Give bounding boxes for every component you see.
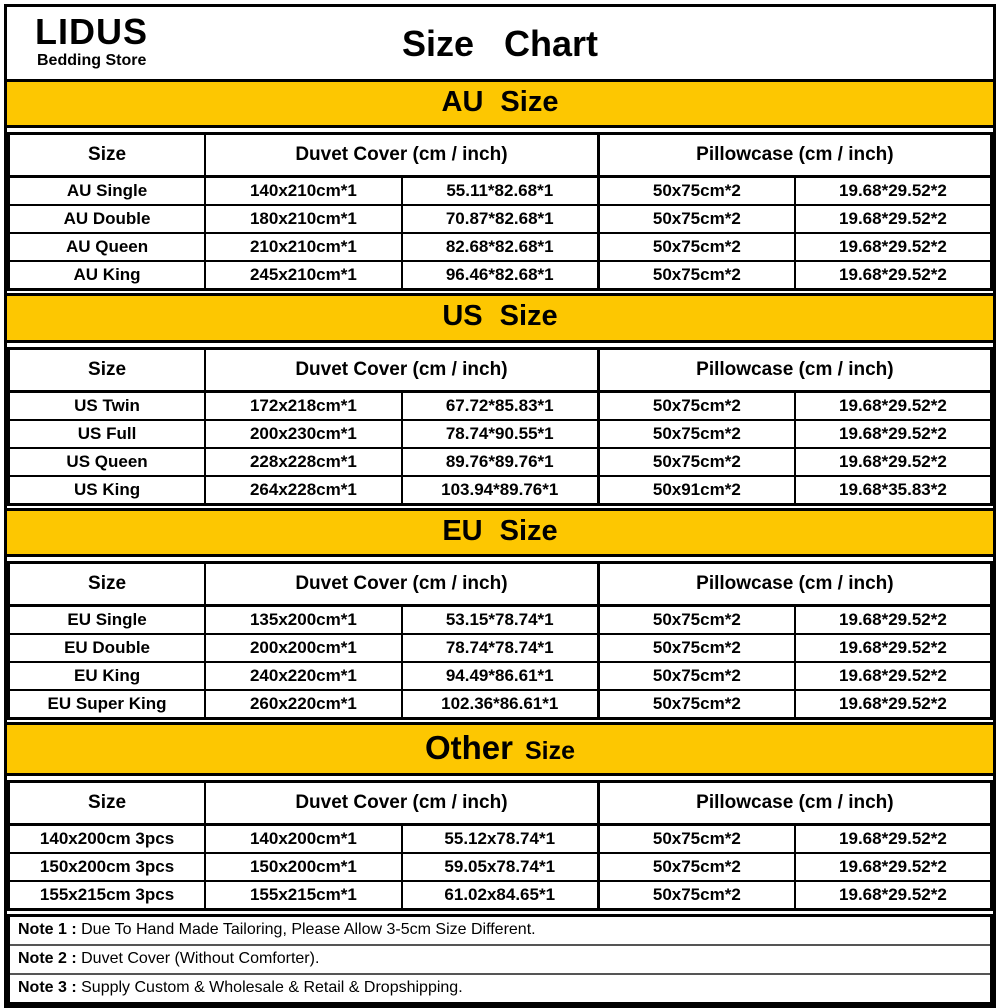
cell-pillow-cm: 50x75cm*2: [598, 881, 795, 910]
note-label: Note 3 :: [18, 978, 77, 996]
cell-pillow-inch: 19.68*29.52*2: [795, 634, 992, 662]
cell-pillow-inch: 19.68*29.52*2: [795, 662, 992, 690]
cell-duvet-cm: 150x200cm*1: [205, 853, 402, 881]
col-header-pillowcase: Pillowcase (cm / inch): [598, 134, 991, 177]
cell-pillow-inch: 19.68*29.52*2: [795, 420, 992, 448]
col-header-size: Size: [9, 563, 206, 606]
cell-pillow-cm: 50x75cm*2: [598, 448, 795, 476]
cell-duvet-inch: 78.74*78.74*1: [402, 634, 599, 662]
cell-size: 155x215cm 3pcs: [9, 881, 206, 910]
banner-sub-label: Size: [499, 514, 558, 547]
cell-pillow-inch: 19.68*29.52*2: [795, 205, 992, 233]
cell-duvet-inch: 55.12x78.74*1: [402, 824, 599, 853]
section-other: [7, 722, 993, 911]
cell-duvet-inch: 89.76*89.76*1: [402, 448, 599, 476]
cell-duvet-inch: 103.94*89.76*1: [402, 476, 599, 505]
banner-sub-label: Size: [524, 737, 576, 766]
table-row: [9, 448, 992, 476]
section-banner-au: [7, 79, 993, 128]
cell-duvet-cm: 264x228cm*1: [205, 476, 402, 505]
cell-size: US Queen: [9, 448, 206, 476]
cell-size: 140x200cm 3pcs: [9, 824, 206, 853]
note-row-1: [10, 917, 990, 944]
cell-pillow-cm: 50x75cm*2: [598, 634, 795, 662]
cell-pillow-cm: 50x75cm*2: [598, 205, 795, 233]
table-row: [9, 662, 992, 690]
size-table-au: [7, 132, 993, 291]
col-header-duvet: Duvet Cover (cm / inch): [205, 348, 598, 391]
cell-size: AU Double: [9, 205, 206, 233]
note-text: Due To Hand Made Tailoring, Please Allow 3-5cm Size Different.: [81, 920, 536, 938]
store-logo-name: LIDUS: [35, 11, 148, 52]
section-banner-other: [7, 722, 993, 776]
cell-pillow-inch: 19.68*29.52*2: [795, 177, 992, 206]
cell-duvet-cm: 140x210cm*1: [205, 177, 402, 206]
cell-duvet-cm: 210x210cm*1: [205, 233, 402, 261]
cell-pillow-inch: 19.68*29.52*2: [795, 606, 992, 635]
table-header-row: [9, 348, 992, 391]
cell-duvet-cm: 180x210cm*1: [205, 205, 402, 233]
col-header-size: Size: [9, 134, 206, 177]
cell-duvet-inch: 94.49*86.61*1: [402, 662, 599, 690]
size-table-eu: [7, 561, 993, 720]
table-header-row: [9, 563, 992, 606]
cell-pillow-inch: 19.68*35.83*2: [795, 476, 992, 505]
section-us: [7, 293, 993, 505]
cell-duvet-cm: 135x200cm*1: [205, 606, 402, 635]
cell-pillow-inch: 19.68*29.52*2: [795, 261, 992, 290]
table-row: [9, 233, 992, 261]
cell-size: EU Super King: [9, 690, 206, 719]
cell-pillow-inch: 19.68*29.52*2: [795, 391, 992, 420]
table-header-row: [9, 781, 992, 824]
table-row: [9, 690, 992, 719]
cell-duvet-cm: 200x230cm*1: [205, 420, 402, 448]
table-row: [9, 853, 992, 881]
notes-block: [7, 914, 993, 1005]
cell-duvet-inch: 67.72*85.83*1: [402, 391, 599, 420]
size-table-us: [7, 347, 993, 506]
cell-pillow-cm: 50x75cm*2: [598, 606, 795, 635]
banner-main-label: EU: [442, 514, 483, 547]
table-row: [9, 606, 992, 635]
cell-size: US Full: [9, 420, 206, 448]
col-header-pillowcase: Pillowcase (cm / inch): [598, 348, 991, 391]
cell-duvet-cm: 245x210cm*1: [205, 261, 402, 290]
cell-size: AU King: [9, 261, 206, 290]
cell-duvet-cm: 155x215cm*1: [205, 881, 402, 910]
cell-pillow-cm: 50x75cm*2: [598, 391, 795, 420]
table-row: [9, 177, 992, 206]
col-header-pillowcase: Pillowcase (cm / inch): [598, 781, 991, 824]
size-table-other: [7, 780, 993, 911]
cell-duvet-cm: 240x220cm*1: [205, 662, 402, 690]
cell-duvet-cm: 140x200cm*1: [205, 824, 402, 853]
note-text: Supply Custom & Wholesale & Retail & Dropshipping.: [81, 978, 463, 996]
cell-duvet-cm: 260x220cm*1: [205, 690, 402, 719]
cell-size: AU Queen: [9, 233, 206, 261]
header: [7, 7, 993, 79]
banner-sub-label: Size: [500, 86, 559, 118]
section-banner-eu: [7, 508, 993, 557]
note-row-2: [10, 944, 990, 973]
table-row: [9, 824, 992, 853]
col-header-pillowcase: Pillowcase (cm / inch): [598, 563, 991, 606]
cell-pillow-inch: 19.68*29.52*2: [795, 448, 992, 476]
cell-pillow-inch: 19.68*29.52*2: [795, 824, 992, 853]
note-text: Duvet Cover (Without Comforter).: [81, 949, 320, 967]
page-title: Size Chart: [401, 23, 599, 64]
cell-duvet-inch: 53.15*78.74*1: [402, 606, 599, 635]
cell-duvet-inch: 55.11*82.68*1: [402, 177, 599, 206]
cell-pillow-cm: 50x75cm*2: [598, 690, 795, 719]
size-chart-sheet: [4, 4, 996, 1008]
banner-main-label: US: [442, 300, 483, 333]
cell-size: AU Single: [9, 177, 206, 206]
cell-pillow-cm: 50x75cm*2: [598, 261, 795, 290]
table-row: [9, 634, 992, 662]
cell-duvet-cm: 172x218cm*1: [205, 391, 402, 420]
cell-size: EU Double: [9, 634, 206, 662]
table-row: [9, 391, 992, 420]
banner-main-label: AU: [441, 86, 484, 118]
col-header-duvet: Duvet Cover (cm / inch): [205, 563, 598, 606]
section-eu: [7, 508, 993, 720]
banner-main-label: Other: [424, 729, 513, 767]
cell-size: 150x200cm 3pcs: [9, 853, 206, 881]
table-row: [9, 205, 992, 233]
cell-size: EU Single: [9, 606, 206, 635]
cell-pillow-cm: 50x75cm*2: [598, 824, 795, 853]
table-row: [9, 420, 992, 448]
cell-duvet-inch: 59.05x78.74*1: [402, 853, 599, 881]
table-row: [9, 261, 992, 290]
cell-duvet-inch: 96.46*82.68*1: [402, 261, 599, 290]
store-logo-tagline: Bedding Store: [37, 52, 147, 69]
cell-pillow-inch: 19.68*29.52*2: [795, 690, 992, 719]
table-row: [9, 476, 992, 505]
col-header-duvet: Duvet Cover (cm / inch): [205, 134, 598, 177]
cell-pillow-cm: 50x75cm*2: [598, 662, 795, 690]
cell-duvet-cm: 200x200cm*1: [205, 634, 402, 662]
cell-pillow-cm: 50x75cm*2: [598, 233, 795, 261]
banner-sub-label: Size: [499, 300, 558, 333]
table-header-row: [9, 134, 992, 177]
cell-pillow-inch: 19.68*29.52*2: [795, 881, 992, 910]
cell-duvet-inch: 70.87*82.68*1: [402, 205, 599, 233]
cell-duvet-inch: 78.74*90.55*1: [402, 420, 599, 448]
cell-duvet-inch: 82.68*82.68*1: [402, 233, 599, 261]
section-banner-us: [7, 293, 993, 342]
cell-duvet-cm: 228x228cm*1: [205, 448, 402, 476]
col-header-size: Size: [9, 781, 206, 824]
col-header-size: Size: [9, 348, 206, 391]
cell-pillow-cm: 50x75cm*2: [598, 420, 795, 448]
note-label: Note 2 :: [18, 949, 77, 967]
cell-pillow-cm: 50x75cm*2: [598, 853, 795, 881]
cell-pillow-inch: 19.68*29.52*2: [795, 853, 992, 881]
section-au: [7, 79, 993, 291]
col-header-duvet: Duvet Cover (cm / inch): [205, 781, 598, 824]
cell-size: US Twin: [9, 391, 206, 420]
cell-pillow-cm: 50x91cm*2: [598, 476, 795, 505]
cell-pillow-inch: 19.68*29.52*2: [795, 233, 992, 261]
cell-duvet-inch: 102.36*86.61*1: [402, 690, 599, 719]
cell-size: US King: [9, 476, 206, 505]
cell-size: EU King: [9, 662, 206, 690]
cell-pillow-cm: 50x75cm*2: [598, 177, 795, 206]
table-row: [9, 881, 992, 910]
note-label: Note 1 :: [18, 920, 77, 938]
cell-duvet-inch: 61.02x84.65*1: [402, 881, 599, 910]
note-row-3: [10, 973, 990, 1002]
